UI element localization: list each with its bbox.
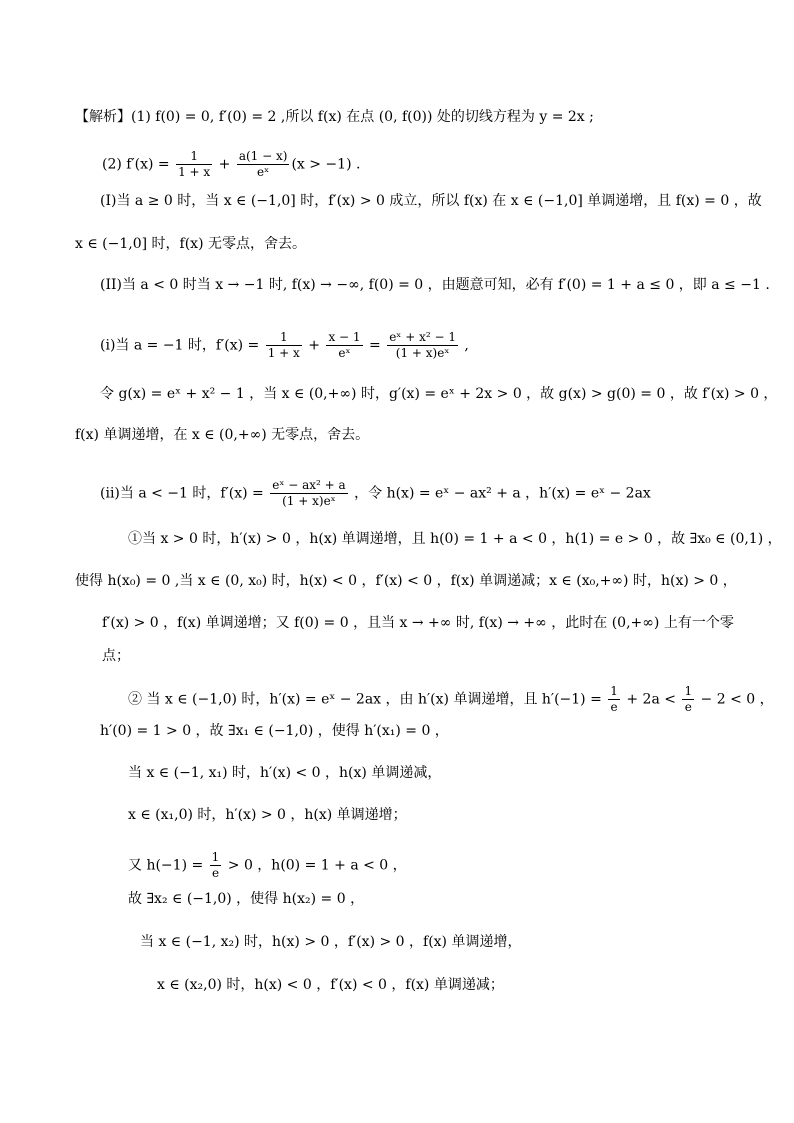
line-3-text: (I)当 a ≥ 0 时，当 x ∈ (−1,0] 时，f′(x) > 0 成立，所以 f(x) 在 x ∈ (−1,0] 单调递增，且 f(x) = 0 ，故 [100,193,762,209]
line-5-case-ii [100,276,770,294]
line-1-text: 【解析】(1) f(0) = 0, f′(0) = 2 ,所以 f(x) 在点 (0, f(0)) 处的切线方程为 y = 2x ; [75,109,594,125]
line-9-fraction-1-denominator: (1 + x)eˣ [282,494,336,508]
line-2-pre: (2) f′(x) = [102,156,175,173]
line-2-fraction-1 [176,149,212,180]
line-6-pre: (i)当 a = −1 时，f′(x) = [100,337,264,354]
line-17-increasing [128,806,407,824]
line-6-post: , [459,337,469,354]
line-9-fraction-1-numerator: eˣ − ax² + a [272,478,346,492]
line-14-fraction-2-denominator: e [684,700,692,714]
line-8-monotone [75,426,369,444]
line-12-one-zero [102,614,734,632]
line-2-derivative [102,149,360,180]
line-19-x2-root [128,890,364,908]
line-16-decreasing [128,764,441,782]
line-21-text: x ∈ (x₂,0) 时，h(x) < 0 ，f′(x) < 0 ，f(x) 单调递减； [157,977,504,993]
line-9-subcase-a-lt-minus-1 [100,478,651,509]
line-6-mid2: = [364,337,386,354]
line-18-post: > 0 ，h(0) = 1 + a < 0 ， [223,857,407,874]
line-17-text: x ∈ (x₁,0) 时，h′(x) > 0 ，h(x) 单调递增； [128,807,407,823]
line-6-fraction-3-numerator: eˣ + x² − 1 [389,330,456,344]
line-14-fraction-1 [608,684,620,715]
line-18-fraction-1 [210,850,222,881]
line-2-post: (x > −1) . [291,156,361,173]
line-9-fraction-1 [270,478,347,509]
line-4-text: x ∈ (−1,0] 时，f(x) 无零点，舍去。 [75,236,306,252]
line-14-post: − 2 < 0 ， [696,691,774,708]
line-2-mid: + [214,156,235,173]
line-2-fraction-1-numerator: 1 [176,149,212,165]
line-6-fraction-1-numerator: 1 [266,330,302,346]
line-6-fraction-1 [266,330,302,361]
line-14-pre: ② 当 x ∈ (−1,0) 时，h′(x) = eˣ − 2ax ，由 h′(x) 单调递增，且 h′(−1) = [128,691,607,708]
line-1-tangent [75,108,594,126]
line-13-dian [102,647,130,665]
line-11-text: 使得 h(x₀) = 0 ,当 x ∈ (0, x₀) 时，h(x) < 0 ，f′(x) < 0 ，f(x) 单调递减；x ∈ (x₀,+∞) 时，h(x) > 0 ， [75,573,737,589]
line-7-text: 令 g(x) = eˣ + x² − 1 ，当 x ∈ (0,+∞) 时，g′(x) = eˣ + 2x > 0 ，故 g(x) > g(0) = 0 ，故 f′(x) > 0 ， [100,386,778,402]
line-18-fraction-1-numerator: 1 [211,850,220,864]
line-14-fraction-2-numerator: 1 [684,684,693,698]
line-20-f-increasing [140,933,521,951]
line-19-text: 故 ∃x₂ ∈ (−1,0) ，使得 h(x₂) = 0 ， [128,891,365,907]
line-2-fraction-2 [237,149,290,180]
line-6-fraction-2-denominator: eˣ [338,346,351,360]
line-14-fraction-1-denominator: e [610,700,618,714]
line-9-post: ，令 h(x) = eˣ − ax² + a ，h′(x) = eˣ − 2ax [349,485,651,502]
line-6-fraction-3-denominator: (1 + x)eˣ [395,346,450,360]
line-6-fraction-3 [387,330,458,361]
line-21-f-decreasing [157,976,504,994]
line-14-mid: + 2a < [621,691,681,708]
line-13-text: 点； [102,648,130,664]
line-7-g-function [100,385,777,403]
line-18-fraction-1-denominator: e [211,866,220,880]
line-3-case-i [100,192,762,210]
line-14-fraction-2 [682,684,694,715]
line-2-fraction-2-numerator: a(1 − x) [238,149,288,163]
line-4-no-zero [75,235,306,253]
line-10-part-1 [128,530,782,548]
line-18-h-values [128,850,407,881]
line-6-mid: + [303,337,325,354]
line-6-fraction-2 [326,330,362,361]
line-14-fraction-1-numerator: 1 [610,684,618,698]
line-15-text: h′(0) = 1 > 0 ，故 ∃x₁ ∈ (−1,0) ，使得 h′(x₁) = 0 ， [100,723,449,739]
line-2-fraction-1-denominator: 1 + x [178,165,211,179]
line-6-fraction-2-numerator: x − 1 [328,330,361,344]
line-16-text: 当 x ∈ (−1, x₁) 时，h′(x) < 0 ，h(x) 单调递减， [128,765,442,781]
line-18-pre: 又 h(−1) = [128,857,208,874]
line-10-text: ①当 x > 0 时，h′(x) > 0 ，h(x) 单调递增，且 h(0) = 1 + a < 0 ，h(1) = e > 0 ，故 ∃x₀ ∈ (0,1) ， [128,531,782,547]
line-15-x1-root [100,722,449,740]
line-8-text: f(x) 单调递增，在 x ∈ (0,+∞) 无零点，舍去。 [75,427,370,443]
line-14-part-2 [128,684,774,715]
line-2-fraction-2-denominator: eˣ [257,165,270,179]
line-12-text: f′(x) > 0 ，f(x) 单调递增；又 f(0) = 0 ，且当 x → +∞ 时, f(x) → +∞ ，此时在 (0,+∞) 上有一个零 [102,615,734,631]
line-5-text: (II)当 a < 0 时当 x → −1 时, f(x) → −∞, f(0) = 0 ，由题意可知，必有 f′(0) = 1 + a ≤ 0 ，即 a ≤ −1 . [100,277,770,293]
line-11-x0-root [75,572,737,590]
line-9-pre: (ii)当 a < −1 时，f′(x) = [100,485,269,502]
line-6-fraction-1-denominator: 1 + x [267,346,300,360]
line-6-subcase-a-minus-1 [100,330,469,361]
line-20-text: 当 x ∈ (−1, x₂) 时，h(x) > 0 ，f′(x) > 0 ，f(x) 单调递增， [140,934,522,950]
